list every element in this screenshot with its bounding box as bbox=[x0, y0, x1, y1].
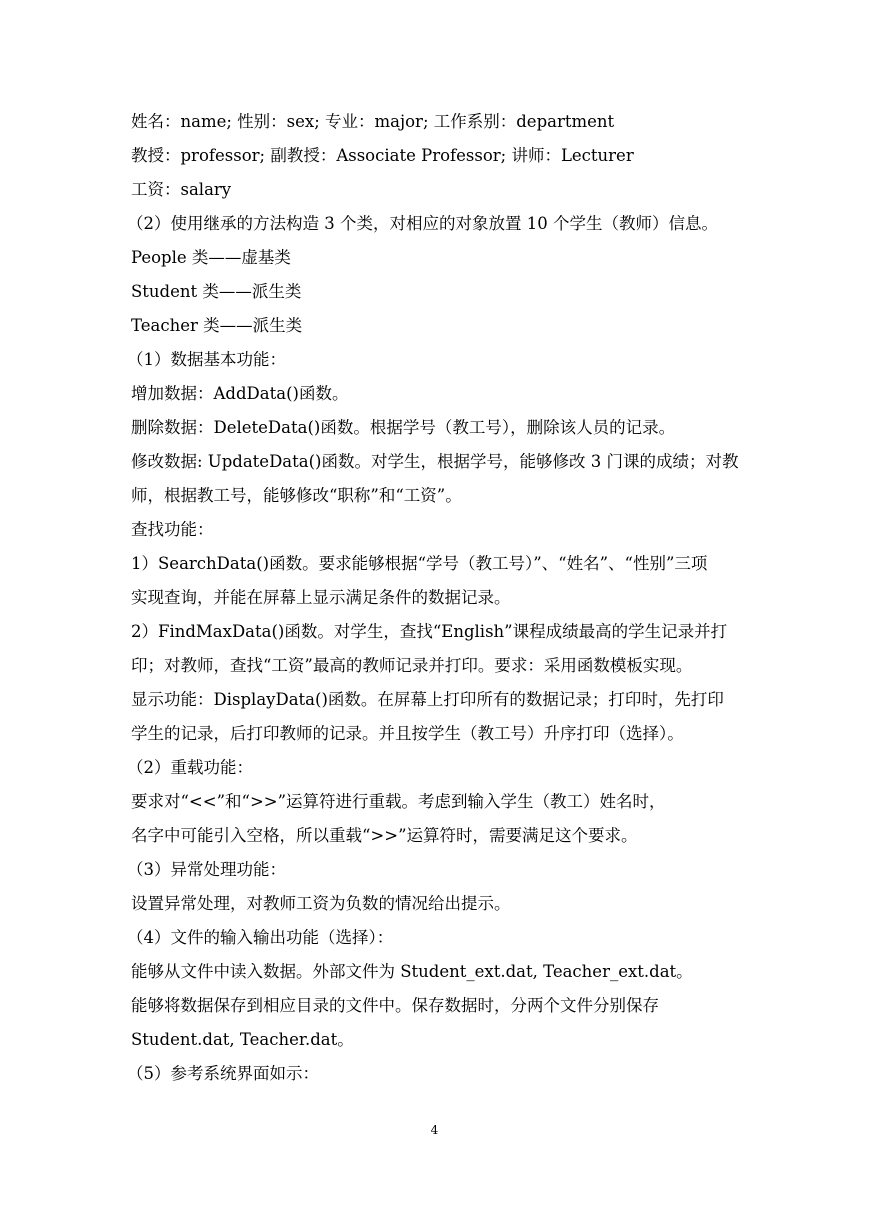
text-line-update-data: 修改数据: UpdateData()函数。对学生，根据学号，能够修改 3 门课的成绩；对教 bbox=[131, 452, 739, 471]
text-line-inheritance: （2）使用继承的方法构造 3 个类，对相应的对象放置 10 个学生（教师）信息。 bbox=[127, 214, 718, 233]
text-line-titles: 教授：professor; 副教授：Associate Professor; 讲师：Lecturer bbox=[131, 146, 634, 165]
section-heading-overload: （2）重载功能： bbox=[127, 758, 253, 777]
text-line-salary: 工资：salary bbox=[131, 180, 232, 199]
text-line-find-max-data-cont: 印；对教师，查找“工资”最高的教师记录并打印。要求：采用函数模板实现。 bbox=[131, 656, 693, 675]
text-line-search-data-cont: 实现查询，并能在屏幕上显示满足条件的数据记录。 bbox=[131, 588, 511, 607]
section-heading-reference-ui: （5）参考系统界面如示： bbox=[127, 1064, 319, 1083]
text-line-file-read: 能够从文件中读入数据。外部文件为 Student_ext.dat, Teacher_ext.dat。 bbox=[131, 962, 693, 981]
text-line-add-data: 增加数据：AddData()函数。 bbox=[131, 384, 349, 403]
section-heading-exception: （3）异常处理功能： bbox=[127, 860, 286, 879]
text-line-file-save-cont: Student.dat, Teacher.dat。 bbox=[131, 1030, 354, 1049]
text-line-search-data: 1）SearchData()函数。要求能够根据“学号（教工号）”、“姓名”、“性别”三项 bbox=[131, 554, 708, 573]
text-line-field-names: 姓名：name; 性别：sex; 专业：major; 工作系别：department bbox=[131, 112, 615, 131]
text-line-display-data-cont: 学生的记录，后打印教师的记录。并且按学生（教工号）升序打印（选择）。 bbox=[131, 724, 684, 743]
section-heading-file-io: （4）文件的输入输出功能（选择）： bbox=[127, 928, 394, 947]
text-line-student-class: Student 类——派生类 bbox=[131, 282, 302, 301]
section-heading-basic-functions: （1）数据基本功能： bbox=[127, 350, 286, 369]
text-line-overload: 要求对“<<”和“>>”运算符进行重载。考虑到输入学生（教工）姓名时， bbox=[131, 792, 666, 811]
text-line-exception: 设置异常处理，对教师工资为负数的情况给出提示。 bbox=[131, 894, 511, 913]
text-line-search-heading: 查找功能： bbox=[131, 520, 214, 539]
text-line-update-data-cont: 师，根据教工号，能够修改“职称”和“工资”。 bbox=[131, 486, 462, 505]
text-line-overload-cont: 名字中可能引入空格，所以重载“>>”运算符时，需要满足这个要求。 bbox=[131, 826, 638, 845]
text-line-people-class: People 类——虚基类 bbox=[131, 248, 291, 267]
text-line-file-save: 能够将数据保存到相应目录的文件中。保存数据时，分两个文件分别保存 bbox=[131, 996, 659, 1015]
text-line-find-max-data: 2）FindMaxData()函数。对学生，查找“English”课程成绩最高的学生记录并打 bbox=[131, 622, 728, 641]
page-number: 4 bbox=[430, 1123, 439, 1137]
text-line-delete-data: 删除数据：DeleteData()函数。根据学号（教工号），删除该人员的记录。 bbox=[131, 418, 676, 437]
text-line-teacher-class: Teacher 类——派生类 bbox=[131, 316, 303, 335]
text-line-display-data: 显示功能：DisplayData()函数。在屏幕上打印所有的数据记录；打印时，先打印 bbox=[131, 690, 724, 709]
